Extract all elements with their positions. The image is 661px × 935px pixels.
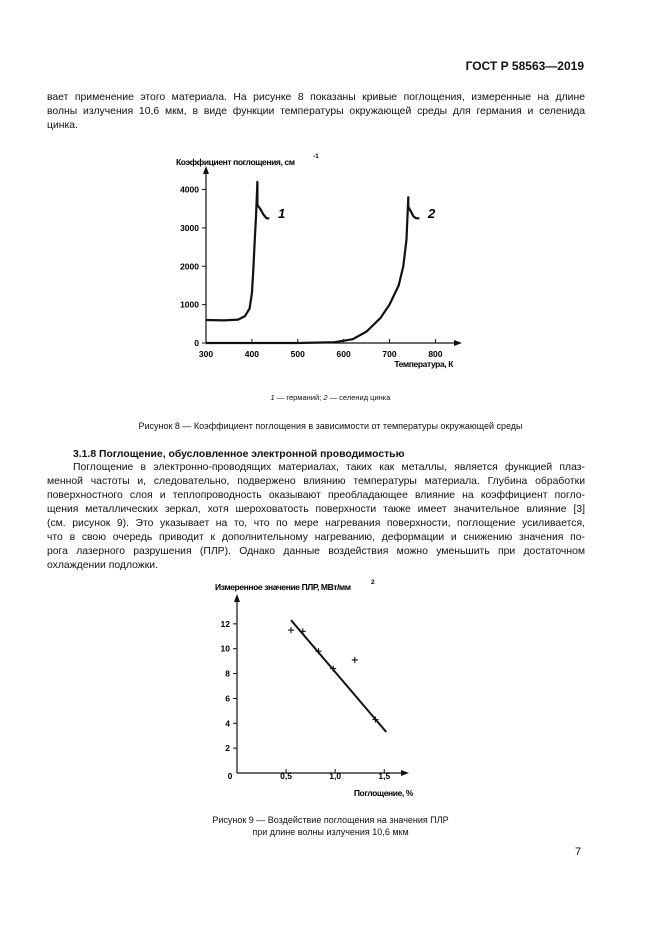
series-1-label: 1	[278, 206, 286, 221]
y-axis-arrow	[234, 594, 240, 602]
legend-series-1-number: 1	[270, 393, 275, 402]
body-paragraph	[47, 461, 585, 573]
x-tick-label: 500	[290, 349, 305, 359]
figure-8-caption: Рисунок 8 — Коэффициент поглощения в зависимости от температуры окружающей среды	[138, 421, 523, 431]
y-tick-label: 6	[225, 693, 230, 704]
series-2-label: 2	[428, 206, 436, 221]
x-tick-label: 0,5	[280, 771, 293, 781]
y-tick-label: 2	[225, 743, 230, 754]
x-axis-label: Поглощение, %	[353, 788, 413, 798]
text-line: охлаждении подложки.	[47, 560, 158, 571]
y-axis-label: Измеренное значение ПЛР, МВт/мм	[215, 582, 351, 592]
y-axis-label: Коэффициент поглощения, см	[176, 157, 295, 167]
x-tick-label: 0	[227, 771, 233, 781]
text-line: цинка.	[47, 120, 78, 131]
text-line: поверхностного слоя и теплопроводность оказывают преобладающее влияние на коэффициент погло-	[47, 490, 585, 501]
y-tick-label: 8	[225, 668, 230, 679]
x-tick-label: 700	[382, 349, 397, 359]
x-tick-label: 1,0	[329, 771, 342, 781]
y-tick-label: 3000	[180, 222, 199, 233]
text-line: щения металлических зеркал, хотя шероховатость поверхности также имеет значительное влияние [3]	[47, 504, 585, 515]
y-tick-label: 4	[225, 718, 230, 729]
figure-9-caption-line-1: Рисунок 9 — Воздействие поглощения на значения ПЛР	[212, 815, 449, 825]
figure-9-caption-line-2: при длине волны излучения 10,6 мкм	[252, 827, 409, 837]
text-line: волны излучения 10,6 мкм, в виде функции температуры окружающей среды для германия и селенида	[47, 106, 585, 117]
y-tick-label: 12	[220, 618, 230, 629]
figure-8-chart	[0, 140, 661, 380]
text-line: Поглощение в электронно-проводящих материалах, таких как металлы, является функцией плаз-	[73, 462, 585, 473]
x-tick-label: 600	[336, 349, 351, 359]
section-number: 3.1.8	[73, 449, 97, 460]
figure-9-caption	[0, 814, 661, 838]
x-tick-label: 800	[428, 349, 443, 359]
text-line: (см. рисунок 9). Это указывает на то, что по мере нагревания поверхности, поглощение усиливается,	[47, 518, 585, 529]
text-line: вает применение этого материала. На рисунке 8 показаны кривые поглощения, измеренные на длине	[47, 92, 585, 103]
data-point	[300, 628, 306, 634]
intro-paragraph	[47, 91, 585, 133]
y-axis-arrow	[203, 166, 209, 174]
section-title: Поглощение, обусловленное электронной проводимостью	[99, 449, 405, 460]
y-axis-label-superscript: -1	[313, 153, 319, 160]
series-2-line	[206, 197, 419, 343]
x-tick-label: 300	[198, 349, 214, 359]
x-axis-label: Температура, К	[394, 359, 453, 369]
x-tick-label: 400	[244, 349, 259, 359]
legend-series-1-text: — германий;	[274, 393, 324, 402]
legend-series-2-number: 2	[323, 393, 328, 402]
text-line: рога лазерного разрушения (ПЛР). Однако данные воздействия можно уменьшить при достаточном	[47, 546, 585, 557]
text-line: что в свою очередь приводит к дополнительному нагреванию, деформации и снижению значения по-	[47, 532, 585, 543]
x-tick-label: 1,5	[378, 771, 391, 781]
section-heading	[73, 449, 404, 460]
series-1-line	[206, 182, 269, 321]
data-point	[288, 627, 294, 633]
y-tick-label: 0	[194, 338, 199, 348]
data-point	[352, 657, 358, 663]
figure-9-chart	[0, 575, 661, 805]
document-code: ГОСТ Р 58563—2019	[465, 59, 584, 73]
figure-8-legend	[0, 393, 661, 402]
y-tick-label: 1000	[180, 299, 199, 310]
y-tick-label: 4000	[180, 184, 199, 195]
x-axis-arrow	[401, 770, 409, 776]
text-line: менной частоты и, следовательно, подвержено влиянию температуры материала. Глубина обработки	[47, 476, 585, 487]
legend-series-2-text: — селенид цинка	[327, 393, 391, 402]
fit-line	[291, 620, 386, 732]
page-number: 7	[575, 846, 582, 858]
y-tick-label: 2000	[180, 261, 199, 272]
y-axis-label-superscript: 2	[371, 579, 375, 586]
x-axis-arrow	[454, 340, 462, 346]
y-tick-label: 10	[220, 643, 230, 654]
